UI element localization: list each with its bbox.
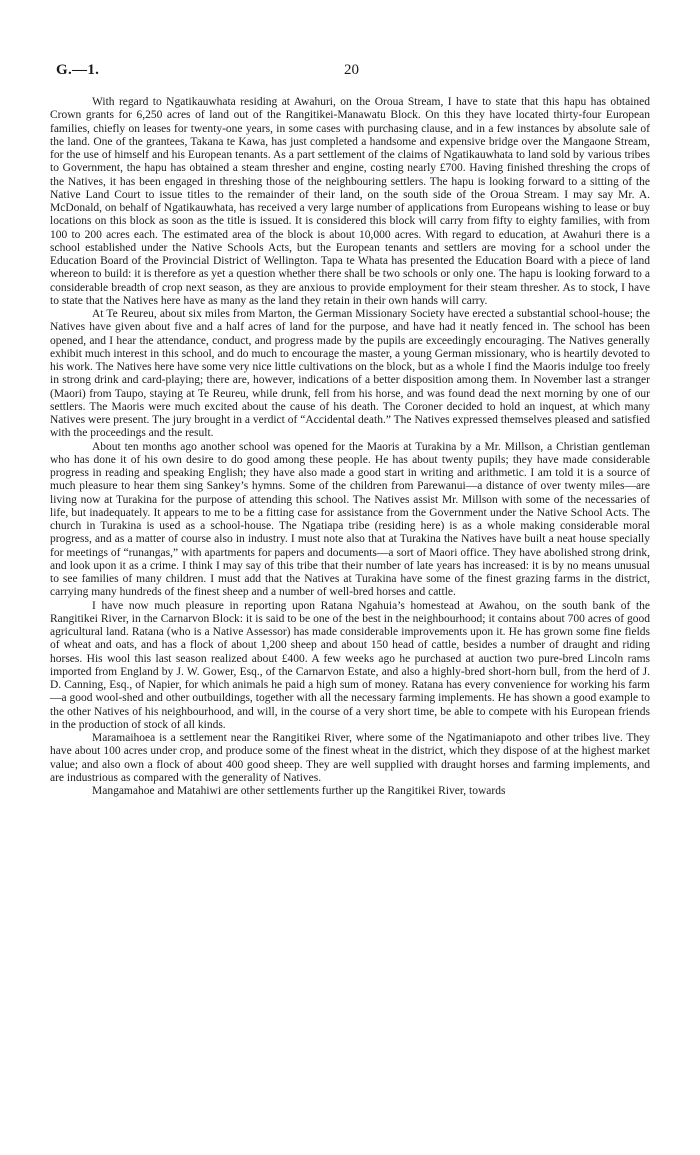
- paragraph-maramaihoea: Maramaihoea is a settlement near the Rangitikei River, where some of the Ngatimaniapoto and other tribes live. They have about 100 acres under crop, and produce some of the finest wheat in the district, which they dispose of at the highest market value; and also own a flock of about 400 good sheep. They are well supplied with draught horses and farming implements, and are industrious as compared with the generality of Natives.: [50, 732, 650, 784]
- document-body: [50, 96, 650, 798]
- paragraph-te-reureu: At Te Reureu, about six miles from Marton, the German Missionary Society have erected a substantial school-house; the Natives have given about five and a half acres of land for the purpose, and have had it neatly fenced in. The school has been opened, and I hear the attendance, conduct, and progress made by the pupils are exceedingly encouraging. The Natives generally exhibit much interest in this school, and do much to encourage the master, a young German missionary, who is heartily devoted to his work. The Natives here have some very nice little cultivations on the block, but as a whole I find the Maoris indulge too freely in strong drink and card-playing; there are, however, indications of a better disposition among them. In November last a stranger (Maori) from Taupo, staying at Te Reureu, while drunk, fell from his horse, and was found dead the next morning by one of our settlers. The Maoris were much excited about the cause of his death. The Coroner decided to hold an inquest, at which many Natives were present. The jury brought in a verdict of “Accidental death.” The Natives expressed themselves pleased and satisfied with the proceedings and the result.: [50, 308, 650, 440]
- page-number: 20: [344, 62, 359, 78]
- paragraph-awahuri: With regard to Ngatikauwhata residing at Awahuri, on the Oroua Stream, I have to state that this hapu has obtained Crown grants for 6,250 acres of land out of the Rangitikei-Manawatu Block. On this they have located thirty-four European families, chiefly on leases for twenty-one years, in some cases with purchasing clause, and in a few instances by absolute sale of the land. One of the grantees, Takana te Kawa, has just completed a handsome and expensive bridge over the Mangaone Stream, for the use of himself and his European tenants. As a part settlement of the claims of Ngatikauwhata to land sold by various tribes to Government, the hapu has obtained a steam thresher and engine, costing nearly £700. Having finished threshing the crops of the Natives, it has been engaged in threshing those of the neighbouring settlers. The hapu is looking forward to a sitting of the Native Land Court to issue titles to the remainder of their land, on the south side of the Oroua Stream. I may say Mr. A. McDonald, on behalf of Ngatikauwhata, has received a very large number of applications from Europeans wishing to lease or buy locations on this block as soon as the title is issued. It is considered this block will carry from fifty to eighty families, with from 100 to 200 acres each. The estimated area of the block is about 10,000 acres. With regard to education, at Awahuri there is a school established under the Native Schools Acts, but the European tenants and settlers are moving for a school under the Education Board of the Provincial District of Wellington. Tapa te Whata has presented the Education Board with a piece of land whereon to build: it is therefore as yet a question whether there shall be two schools or only one. The hapu is looking forward to a considerable breadth of crop next season, as they are anxious to provide employment for their steam thresher. As to stock, I have to state that the Natives here have as many as the land they retain in their own hands will carry.: [50, 96, 650, 307]
- page-header: [50, 62, 650, 86]
- document-id: G.—1.: [56, 62, 100, 78]
- paragraph-ratana-homestead: I have now much pleasure in reporting upon Ratana Ngahuia’s homestead at Awahou, on the south bank of the Rangitikei River, in the Carnarvon Block: it is said to be one of the best in the neighbourhood; it contains about 700 acres of good agricultural land. Ratana (who is a Native Assessor) has made considerable improvements upon it. He has grown some fine fields of wheat and oats, and has a flock of about 1,200 sheep and about 150 head of cattle, besides a number of draught and riding horses. His wool this last season realized about £400. A few weeks ago he purchased at auction two pure-bred Lincoln rams imported from England by J. W. Gower, Esq., of the Carnarvon Estate, and also a highly-bred short-horn bull, from the herd of J. D. Canning, Esq., of Napier, for which animals he paid a high sum of money. Ratana has every convenience for working his farm—a good wool-shed and other outbuildings, together with all the necessary farming implements. He has shown a good example to the other Natives of his neighbourhood, and will, in the course of a very short time, be able to compete with his European friends in the production of stock of all kinds.: [50, 599, 650, 731]
- paragraph-turakina: About ten months ago another school was opened for the Maoris at Turakina by a Mr. Millson, a Christian gentleman who has done it of his own desire to do good among these people. He has about twenty pupils; they have made considerable progress in reading and speaking English; they have also made a good start in writing and arithmetic. I am told it is a source of much pleasure to hear them sing Sankey’s hymns. Some of the children from Parewanui—a distance of over twenty miles—are living now at Turakina for the purpose of attending this school. The Natives assist Mr. Millson with some of the necessaries of life, but inadequately. It appears to me to be a fitting case for assistance from the Government under the Native School Acts. The church in Turakina is used as a school-house. The Ngatiapa tribe (residing here) is as a whole making considerable moral progress, and as a matter of course also in industry. I must note also that at Turakina the Natives have built a neat house specially for meetings of “runangas,” with apartments for papers and documents—a sort of Maori office. They have abolished strong drink, and look upon it as a crime. I think I may say of this tribe that their number of late years has increased: it is by no means unusual to see families of many children. I must add that the Natives at Turakina have some of the finest grazing farms in the district, carrying many hundreds of the finest sheep and a number of well-bred horses and cattle.: [50, 440, 650, 599]
- paragraph-mangamahoe: Mangamahoe and Matahiwi are other settlements further up the Rangitikei River, towards: [92, 785, 506, 797]
